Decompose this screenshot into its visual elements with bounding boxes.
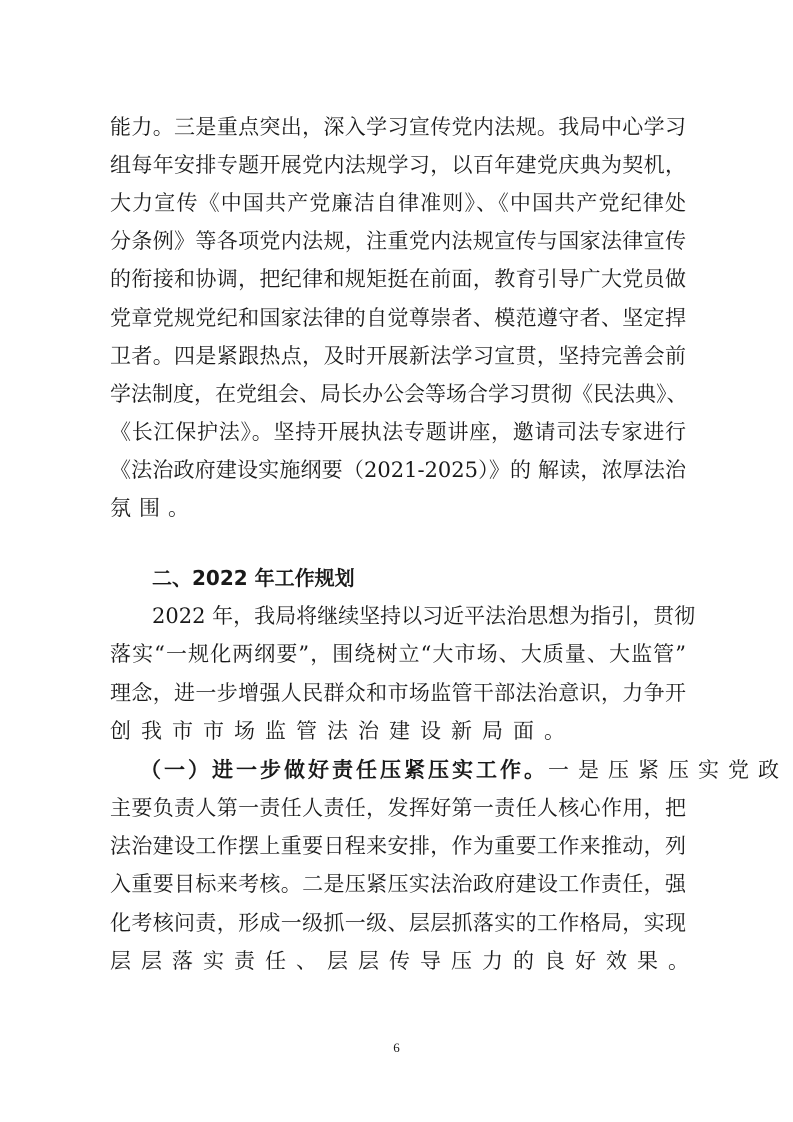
paragraph-line: 学法制度，在党组会、局长办公会等场合学习贯彻《民法典》、 [110, 382, 688, 406]
paragraph-line: 落实“一规化两纲要”，围绕树立“大市场、大质量、大监管” [110, 642, 686, 666]
paragraph-line: 党章党规党纪和国家法律的自觉尊崇者、模范遵守者、坚定捍 [110, 306, 686, 330]
section-heading: 二、2022 年工作规划 [152, 566, 355, 590]
paragraph-line: 2022 年，我局将继续坚持以习近平法治思想为指引，贯彻 [152, 604, 696, 628]
paragraph-line: 大力宣传《中国共产党廉洁自律准则》、《中国共产党纪律处 [110, 191, 686, 215]
paragraph-line: 的衔接和协调，把纪律和规矩挺在前面，教育引导广大党员做 [110, 267, 686, 291]
paragraph-line: 化考核问责，形成一级抓一级、层层抓落实的工作格局，实现 [110, 911, 686, 935]
paragraph-line: 入重要目标来考核。二是压紧压实法治政府建设工作责任，强 [110, 872, 686, 896]
paragraph-line: 《法治政府建设实施纲要（2021-2025）》的 解读，浓厚法治 [110, 458, 686, 482]
subsection-first-line [140, 751, 788, 789]
paragraph-line: 主要负责人第一责任人责任，发挥好第一责任人核心作用，把 [110, 796, 686, 820]
paragraph-line: 法治建设工作摆上重要日程来安排，作为重要工作来推动，列 [110, 834, 686, 858]
page-number: 6 [393, 1040, 400, 1055]
paragraph-line: 分条例》等各项党内法规，注重党内法规宣传与国家法律宣传 [110, 229, 686, 253]
paragraph-line: 层层落实责任、层层传导压力的良好效果。 [110, 949, 699, 973]
paragraph-line: 氛围。 [110, 496, 197, 520]
paragraph-line: 理念，进一步增强人民群众和市场监管干部法治意识，力争开 [110, 681, 686, 705]
paragraph-line: 卫者。四是紧跟热点，及时开展新法学习宣贯，坚持完善会前 [110, 344, 686, 368]
subsection-title: （一）进一步做好责任压紧压实工作。 [140, 757, 548, 782]
paragraph-text: 一是压紧压实党政 [548, 758, 788, 782]
paragraph-line: 《长江保护法》。坚持开展执法专题讲座，邀请司法专家进行 [110, 420, 686, 444]
paragraph-line: 能力。三是重点突出，深入学习宣传党内法规。我局中心学习 [110, 115, 686, 139]
paragraph-line: 创我市市场监管法治建设新局面。 [110, 719, 575, 743]
paragraph-line: 组每年安排专题开展党内法规学习，以百年建党庆典为契机， [110, 153, 686, 177]
